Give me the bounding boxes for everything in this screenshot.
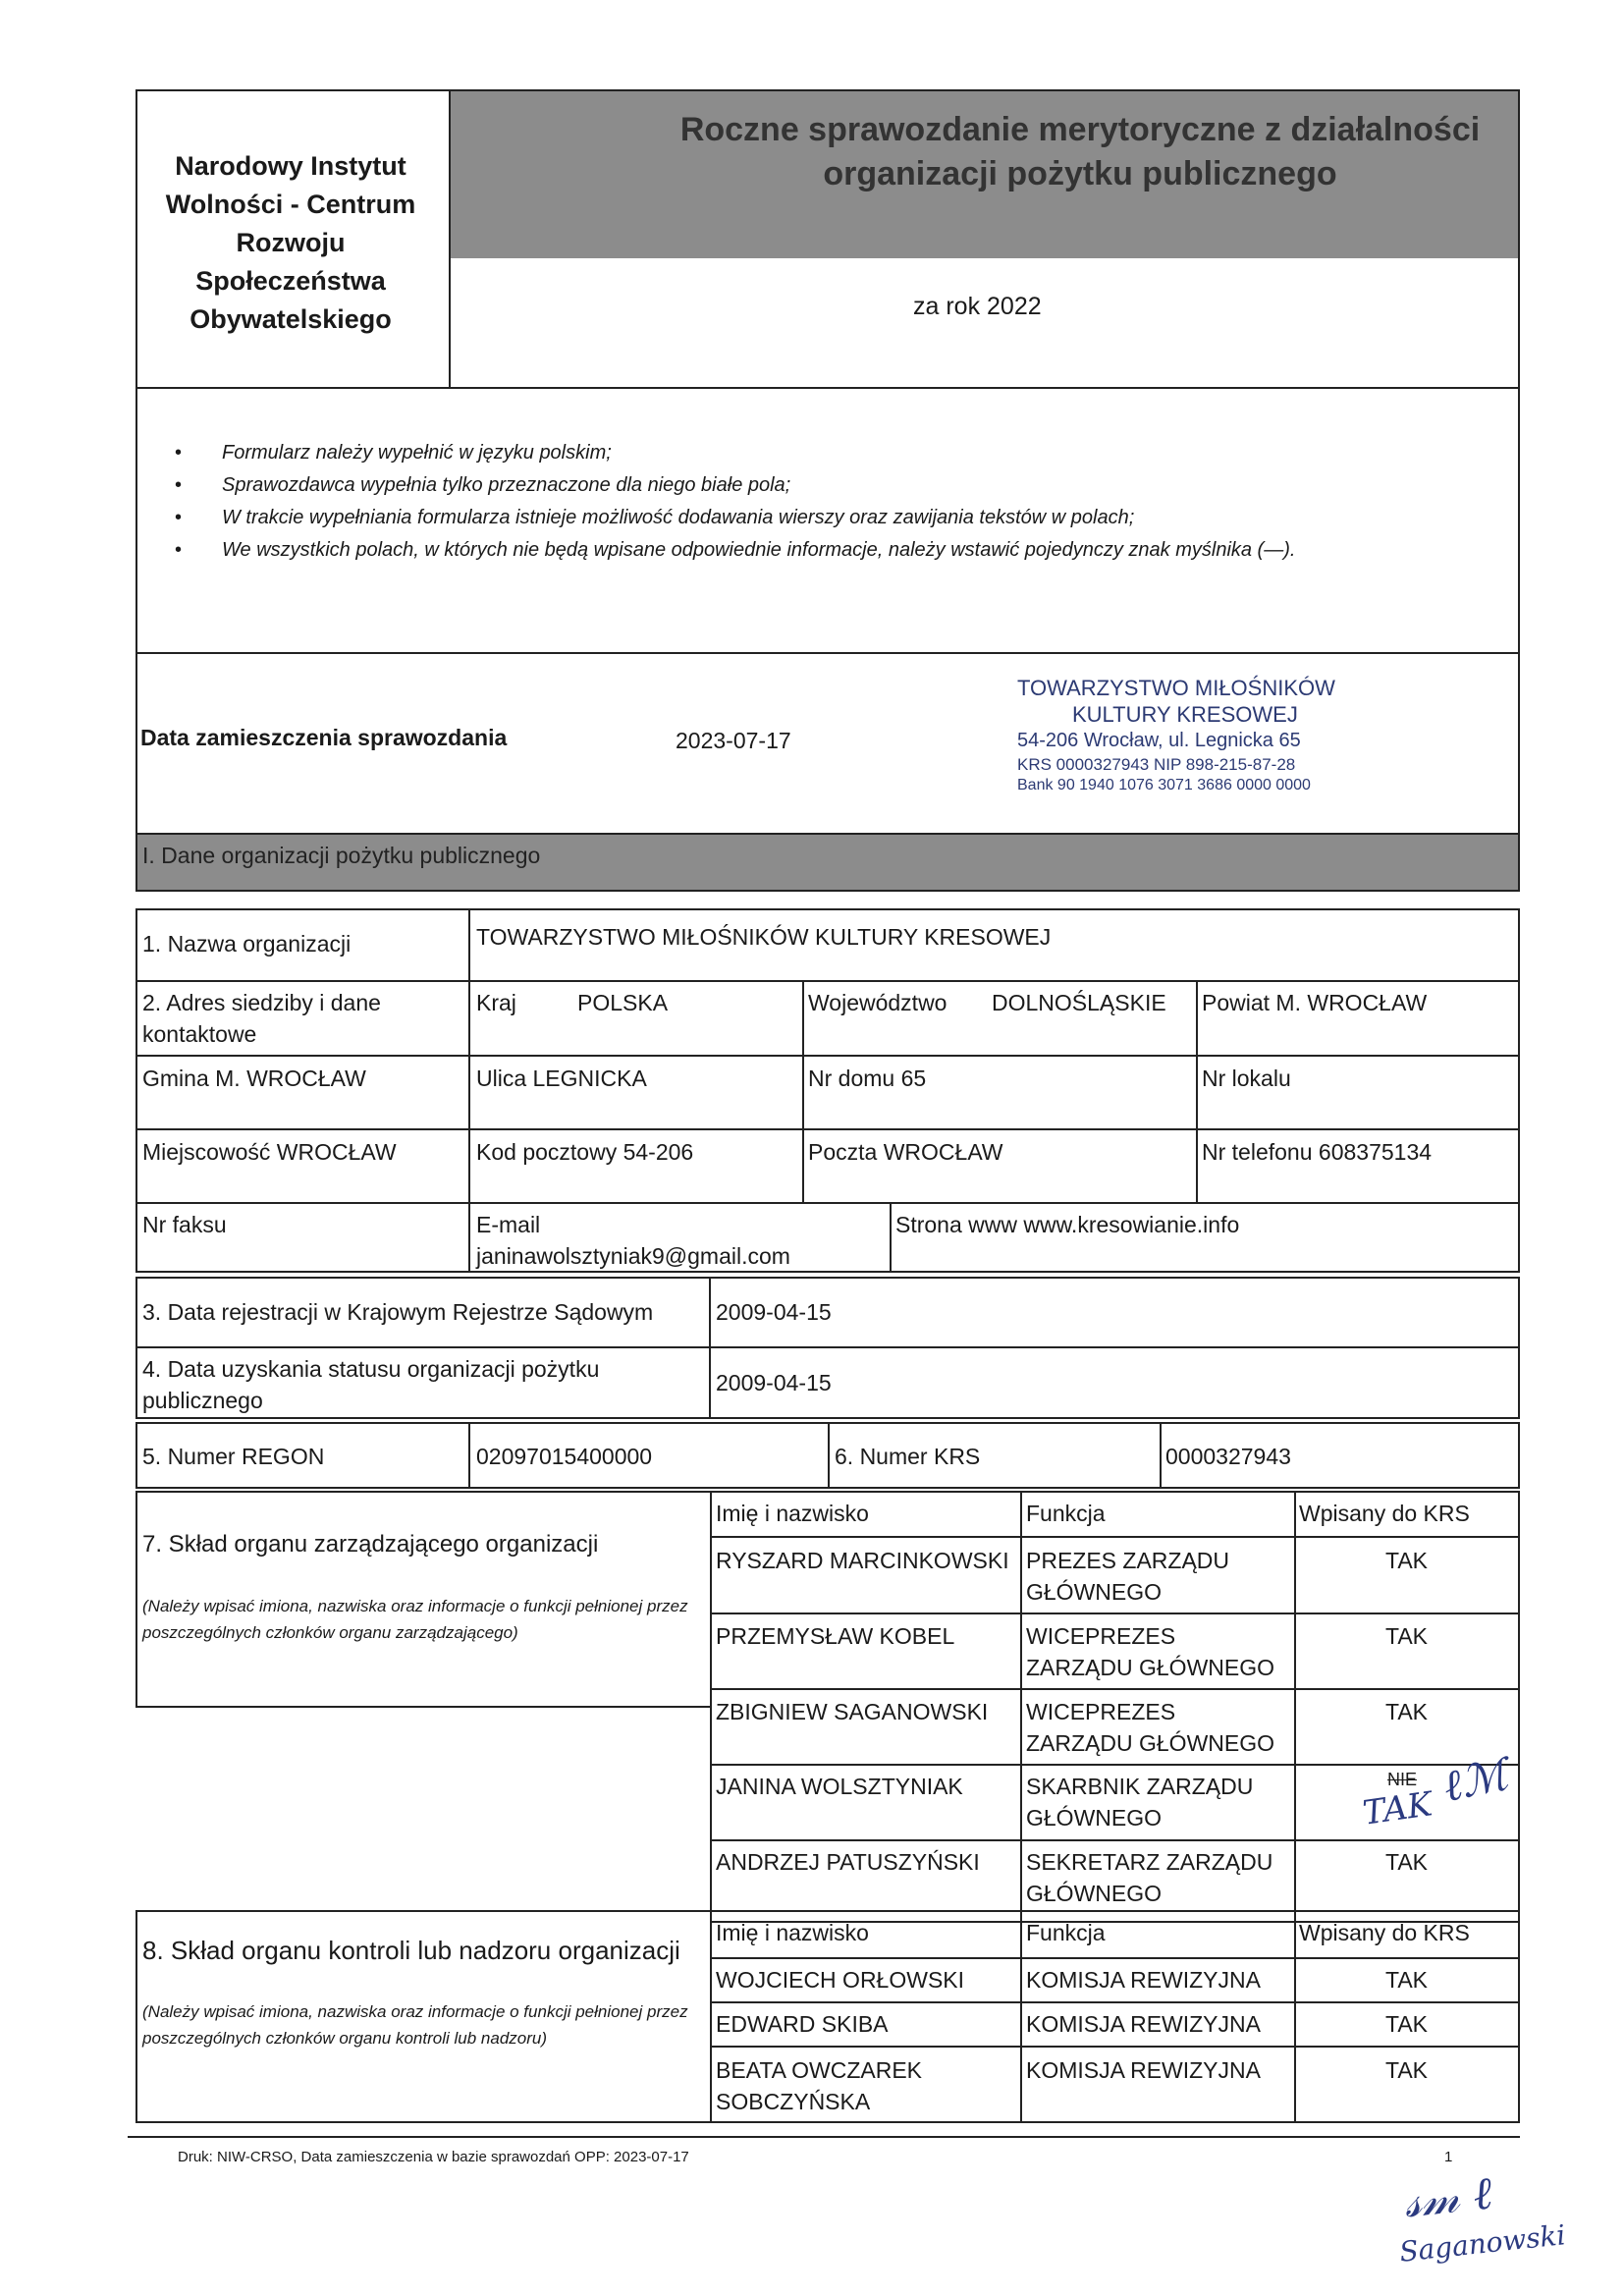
control-member-name: BEATA OWCZAREK SOBCZYŃSKA <box>716 2057 923 2114</box>
publication-date: 2023-07-17 <box>676 728 791 753</box>
control-member-role: KOMISJA REWIZYJNA <box>1026 2057 1261 2083</box>
control-member-krs: TAK <box>1385 1967 1429 1993</box>
krs-registration-date: 2009-04-15 <box>716 1299 832 1325</box>
board-member-name: RYSZARD MARCINKOWSKI <box>716 1548 1009 1573</box>
opp-status-label: 4. Data uzyskania statusu organizacji pożytku publicznego <box>142 1356 600 1413</box>
street-field: Ulica LEGNICKA <box>476 1066 647 1091</box>
handwritten-initials: ℓℳ <box>1438 1749 1512 1813</box>
organization-stamp: TOWARZYSTWO MIŁOŚNIKÓW KULTURY KRESOWEJ 54-206 Wrocław, ul. Legnicka 65 KRS 0000327943 NIP 898-215-87-28 Bank 90 1940 1076 3071 3686 0000 0000 <box>1017 676 1335 793</box>
control-member-name: EDWARD SKIBA <box>716 2011 889 2037</box>
krs-number-label: 6. Numer KRS <box>835 1444 981 1469</box>
control-note: (Należy wpisać imiona, nazwiska oraz informacje o funkcji pełnionej przez poszczególnych członków organu kontroli lub nadzoru) <box>142 2002 688 2048</box>
email-label: E-mail <box>476 1212 541 1237</box>
board-header-role: Funkcja <box>1026 1501 1106 1526</box>
handwritten-correction: TAK <box>1360 1784 1435 1833</box>
opp-status-date: 2009-04-15 <box>716 1370 832 1395</box>
control-header-name: Imię i nazwisko <box>716 1920 869 1945</box>
voivodeship-value: DOLNOŚLĄSKIE <box>992 990 1166 1015</box>
board-member-krs: TAK <box>1385 1849 1429 1875</box>
org-name-value: TOWARZYSTWO MIŁOŚNIKÓW KULTURY KRESOWEJ <box>476 924 1052 950</box>
report-year: za rok 2022 <box>913 293 1042 320</box>
control-member-krs: TAK <box>1385 2057 1429 2083</box>
institution-name: Narodowy Instytut Wolności - Centrum Rozwoju Społeczeństwa Obywatelskiego <box>165 151 416 334</box>
instruction-item: • W trakcie wypełniania formularza istnieje możliwość dodawania wierszy oraz zawijania tekstów w polach; <box>175 502 1295 534</box>
country-label: Kraj <box>476 990 516 1015</box>
control-member-name: WOJCIECH ORŁOWSKI <box>716 1967 965 1993</box>
signature-name: Saganowski <box>1397 2218 1567 2269</box>
instruction-item: • Formularz należy wypełnić w języku polskim; <box>175 437 1295 469</box>
board-member-role: WICEPREZES ZARZĄDU GŁÓWNEGO <box>1026 1699 1275 1756</box>
org-name-label: 1. Nazwa organizacji <box>142 931 352 957</box>
instruction-item: • We wszystkich polach, w których nie będą wpisane odpowiednie informacje, należy wstawić pojedynczy znak myślnika (—). <box>175 534 1295 567</box>
page-number: 1 <box>1444 2149 1453 2165</box>
control-header-krs: Wpisany do KRS <box>1299 1920 1470 1945</box>
board-member-role: SKARBNIK ZARZĄDU GŁÓWNEGO <box>1026 1774 1254 1831</box>
fax-field: Nr faksu <box>142 1212 227 1237</box>
board-member-name: ANDRZEJ PATUSZYŃSKI <box>716 1849 980 1875</box>
krs-registration-label: 3. Data rejestracji w Krajowym Rejestrze Sądowym <box>142 1299 654 1325</box>
address-label: 2. Adres siedziby i dane kontaktowe <box>142 990 381 1047</box>
control-header-role: Funkcja <box>1026 1920 1106 1945</box>
country-value: POLSKA <box>577 990 669 1015</box>
county-field: Powiat M. WROCŁAW <box>1202 990 1428 1015</box>
board-member-krs-struck: NIE <box>1387 1770 1418 1789</box>
board-member-krs: TAK <box>1385 1548 1429 1573</box>
control-title: 8. Skład organu kontroli lub nadzoru organizacji <box>142 1936 680 1965</box>
control-member-role: KOMISJA REWIZYJNA <box>1026 1967 1261 1993</box>
commune-field: Gmina M. WROCŁAW <box>142 1066 366 1091</box>
board-member-krs: TAK <box>1385 1623 1429 1649</box>
board-member-name: ZBIGNIEW SAGANOWSKI <box>716 1699 989 1724</box>
control-member-krs: TAK <box>1385 2011 1429 2037</box>
post-office-field: Poczta WROCŁAW <box>808 1139 1003 1165</box>
board-note: (Należy wpisać imiona, nazwiska oraz informacje o funkcji pełnionej przez poszczególnych członków organu zarządzającego) <box>142 1597 688 1642</box>
board-member-name: PRZEMYSŁAW KOBEL <box>716 1623 955 1649</box>
footer-rule <box>128 2136 1520 2138</box>
instructions-list <box>175 437 1295 567</box>
board-member-role: PREZES ZARZĄDU GŁÓWNEGO <box>1026 1548 1230 1605</box>
email-value: janinawolsztyniak9@gmail.com <box>476 1243 790 1269</box>
signature: 𝓈𝓂 ℓ <box>1401 2165 1495 2228</box>
section1-title: I. Dane organizacji pożytku publicznego <box>142 843 541 868</box>
house-number-field: Nr domu 65 <box>808 1066 927 1091</box>
board-header-krs: Wpisany do KRS <box>1299 1501 1470 1526</box>
phone-field: Nr telefonu 608375134 <box>1202 1139 1433 1165</box>
board-member-name: JANINA WOLSZTYNIAK <box>716 1774 963 1799</box>
town-field: Miejscowość WROCŁAW <box>142 1139 397 1165</box>
board-member-krs: TAK <box>1385 1699 1429 1724</box>
board-header-name: Imię i nazwisko <box>716 1501 869 1526</box>
publication-label: Data zamieszczenia sprawozdania <box>140 725 508 750</box>
postal-code-field: Kod pocztowy 54-206 <box>476 1139 694 1165</box>
board-member-role: WICEPREZES ZARZĄDU GŁÓWNEGO <box>1026 1623 1275 1680</box>
regon-value: 02097015400000 <box>476 1444 653 1469</box>
board-member-role: SEKRETARZ ZARZĄDU GŁÓWNEGO <box>1026 1849 1273 1906</box>
instruction-item: • Sprawozdawca wypełnia tylko przeznaczone dla niego białe pola; <box>175 469 1295 502</box>
control-member-role: KOMISJA REWIZYJNA <box>1026 2011 1261 2037</box>
regon-label: 5. Numer REGON <box>142 1444 325 1469</box>
footer-text: Druk: NIW-CRSO, Data zamieszczenia w bazie sprawozdań OPP: 2023-07-17 <box>178 2149 689 2165</box>
krs-number-value: 0000327943 <box>1165 1444 1291 1469</box>
report-title: Roczne sprawozdanie merytoryczne z działalności organizacji pożytku publicznego <box>679 111 1481 192</box>
board-title: 7. Skład organu zarządzającego organizacji <box>142 1531 599 1558</box>
website-field: Strona www www.kresowianie.info <box>895 1212 1240 1237</box>
apartment-number-field: Nr lokalu <box>1202 1066 1291 1091</box>
voivodeship-label: Województwo <box>808 990 947 1015</box>
